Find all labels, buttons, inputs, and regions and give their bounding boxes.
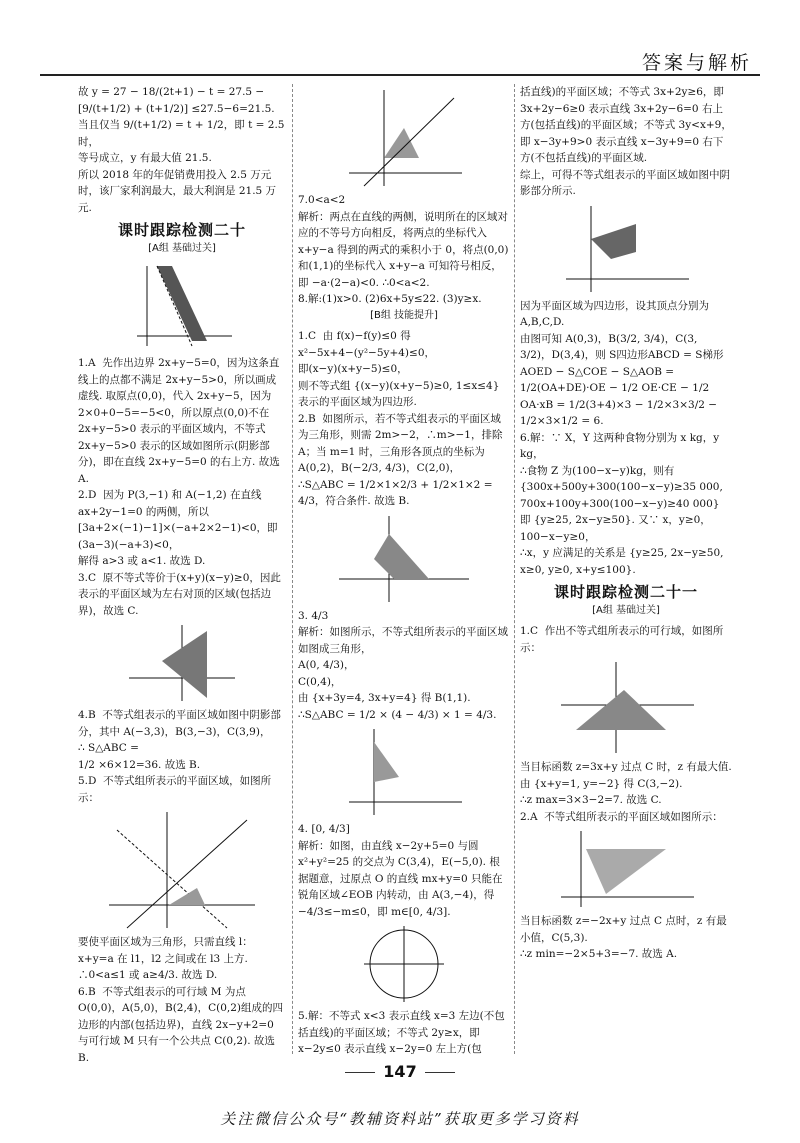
- answer-c2-tail: 当目标函数 z=−2x+y 过点 C 点时，z 有最小值，C(5,3). ∴z min=−2×5+3=−7. 故选 A.: [520, 915, 727, 960]
- answer-q5-tail: 要使平面区域为三角形，只需直线 l：x+y=a 在 l1，l2 之间或在 l3 上方. ∴0<a≤1 或 a≥4/3. 故选 D.: [78, 936, 253, 981]
- answer-b3: 3. 4/3 解析：如图所示，不等式组所表示的平面区域如图成三角形， A(0, 4/3)， C(0,4)， 由 {x+3y=4, 3x+y=4} 得 B(1,1). ∴S△ABC = 1/2 × (4 − 4/3) × 1 = 4/3.: [298, 609, 508, 721]
- answer-q7: 7.0<a<2 解析：两点在直线的两侧，说明所在的区域对应的不等号方向相反，将两点的坐标代入 x+y−a 得到的两式的乘积小于 0，将点(0,0)和(1,1)的坐标代入 x+y−a 可知符号相反，即 −a·(2−a)<0. ∴0<a<2.: [298, 194, 509, 289]
- group-label: [B组 技能提升]: [370, 309, 438, 321]
- figure-b3: [344, 727, 464, 817]
- figure-c1: [556, 660, 696, 755]
- figure-q1: [127, 261, 237, 351]
- figure-q5: [107, 810, 257, 930]
- answer-q6: 6.B 不等式组表示的可行域 M 为点 O(0,0)，A(5,0)，B(2,4)，C(0,2)组成的四边形的内部(包括边界)，直线 2x−y+2=0 与可行域 M 只有一个公共点 C(0,2). 故选 B.: [78, 985, 284, 1064]
- header-rule: [40, 74, 760, 76]
- answer-c2: 2.A 不等式组所表示的平面区域如图所示：: [520, 810, 723, 823]
- answer-q3: 3.C 原不等式等价于(x+y)(x−y)≥0，因此表示的平面区域为左右对顶的区域(包括边界)，故选 C.: [78, 571, 281, 617]
- answer-c1-tail: 当目标函数 z=3x+y 过点 C 时，z 有最大值. 由 {x+y=1, y=−2} 得 C(3,−2). ∴z max=3×3−2=7. 故选 C.: [520, 761, 732, 806]
- answer-c1: 1.C 作出不等式组所表示的可行域，如图所示：: [520, 625, 724, 654]
- page-number-text: 147: [383, 1062, 417, 1081]
- answer-q1: 1.A 先作出边界 2x+y−5=0，因为这条直线上的点都不满足 2x+y−5>0，所以画成虚线. 取原点(0,0)，代入 2x+y−5，因为 2×0+0−5=−5<0，所以原点(0,0)不在 2x+y−5>0 表示的平面区域内，不等式 2x+y−5>0 表示的区域如图所示(阴影部分)，即在直线 2x+y−5=0 的右上方. 故选 A.: [78, 357, 284, 485]
- figure-q4: [127, 623, 237, 703]
- answer-b2: 2.B 如图所示，若不等式组表示的平面区域为三角形，则需 2m>−2，∴m>−1，排除 A；当 m=1 时，三角形各顶点的坐标为 A(0,2)，B(−2/3, 4/3)，C(2,0)， ∴S△ABC = 1/2×1×2/3 + 1/2×1×2 = 4/3，符合条件. 故选 B.: [298, 412, 503, 507]
- answer-q2: 2.D 因为 P(3,−1) 和 A(−1,2) 在直线 ax+2y−1=0 的两侧，所以[3a+2×(−1)−1]×(−a+2×2−1)<0，即(3a−3)(−a+3)<0， 解得 a>3 或 a<1. 故选 D.: [78, 489, 278, 567]
- answer-q8: 8.解:(1)x>0. (2)6x+5y≤22. (3)y≥x.: [298, 293, 482, 305]
- page-number: [0, 1062, 800, 1081]
- column-divider: [514, 84, 515, 1054]
- answer-b4: 4. [0, 4/3] 解析：如图，由直线 x−2y+5=0 与圆 x²+y²=25 的交点为 C(3,4)，E(−5,0). 根据题意，过原点 O 的直线 mx+y=0 只能在锐角区域∠EOB 内转动，由 A(3,−4)，得 −4/3≤−m≤0，即 m∈[0, 4/3].: [298, 823, 503, 918]
- column-3: [520, 84, 732, 963]
- answer-q4: 4.B 不等式组表示的平面区域如图中阴影部分，其中 A(−3,3)，B(3,−3)，C(3,9)， ∴ S△ABC = 1/2 ×6×12=36. 故选 B.: [78, 709, 281, 771]
- section-title: 课时跟踪检测二十: [117, 221, 246, 239]
- group-label: [A组 基础过关]: [592, 604, 660, 616]
- column-divider: [292, 84, 293, 1054]
- figure-b5: [561, 204, 691, 294]
- footer-note: 关注微信公众号“教辅资料站”获取更多学习资料: [220, 1110, 580, 1128]
- figure-b2: [334, 514, 474, 604]
- page-header: [0, 0, 800, 74]
- figure-b4: [359, 924, 449, 1004]
- answer-b6: 6.解：∵ X，Y 这两种食物分别为 x kg，y kg， ∴食物 Z 为(100−x−y)kg，则有 {300x+500y+300(100−x−y)≥35 000, 700x+100y+300(100−x−y)≥40 000} 即 {y≥25, 2x−y≥50}. 又∵ x，y≥0，100−x−y≥0， ∴x，y 应满足的关系是 {y≥25, 2x−y≥50, x≥0, y≥0, x+y≤100}.: [520, 431, 724, 576]
- section-title: 课时跟踪检测二十一: [553, 583, 698, 601]
- figure-c2: [556, 829, 696, 909]
- column-1: [78, 84, 286, 1066]
- answer-b1: 1.C 由 f(x)−f(y)≤0 得 x²−5x+4−(y²−5y+4)≤0， 即(x−y)(x+y−5)≤0， 则不等式组 {(x−y)(x+y−5)≥0, 1≤x≤4} 表示的平面区域为四边形.: [298, 330, 500, 408]
- answer-q5: 5.D 不等式组所表示的平面区域，如图所示：: [78, 775, 272, 804]
- figure-q6: [344, 88, 464, 188]
- answer-b5-tail: 因为平面区域为四边形，设其顶点分别为 A,B,C,D. 由图可知 A(0,3)，B(3/2, 3/4)，C(3, 3/2)，D(3,4)，则 S四边形ABCD = S梯形AOED − S△COE − S△AOB = 1/2(OA+DE)·OE − 1/2 OE·CE − 1/2 OA·xB = 1/2(3+4)×3 − 1/2×3×3/2 − 1/2×3×1/2 = 6.: [520, 299, 724, 427]
- group-label: [A组 基础过关]: [148, 242, 216, 254]
- answer-b5: 5.解：不等式 x<3 表示直线 x=3 左边(不包括直线)的平面区域；不等式 2y≥x，即 x−2y≤0 表示直线 x−2y=0 左上方(包: [298, 1010, 505, 1055]
- answer-b5-continued: 括直线)的平面区域；不等式 3x+2y≥6，即 3x+2y−6≥0 表示直线 3x+2y−6=0 右上方(包括直线)的平面区域；不等式 3y<x+9，即 x−3y+9>0 表示直线 x−3y+9=0 右下方(不包括直线)的平面区域. 综上，可得不等式组表示的平面区域如图中阴影部分所示.: [520, 86, 732, 197]
- header-title: 答案与解析: [641, 52, 752, 74]
- column-2: [298, 84, 510, 1058]
- intro-solution: 故 y = 27 − 18/(2t+1) − t = 27.5 − [9/(t+1/2) + (t+1/2)] ≤27.5−6=21.5. 当且仅当 9/(t+1/2) = t + 1/2，即 t = 2.5 时， 等号成立，y 有最大值 21.5. 所以 2018 年的年促销费用投入 2.5 万元时，该厂家利润最大，最大利润是 21.5 万元.: [78, 86, 285, 214]
